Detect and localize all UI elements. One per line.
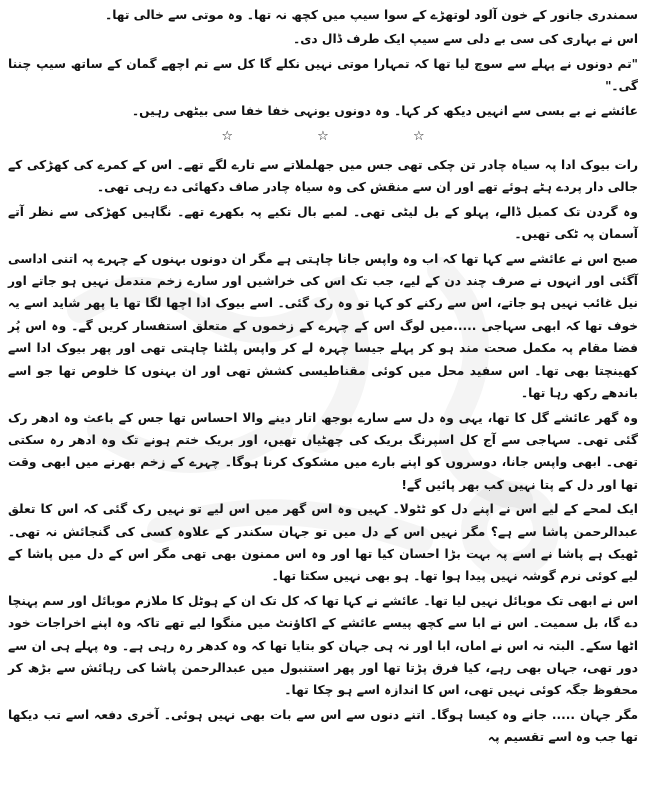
paragraph: رات بیوک ادا پہ سیاہ چادر تن چکی تھی جس میں جھلملاتے سے تارے لگے تھے۔ اس کے کمرے کی کھڑکی کے جالی دار پردے ہٹے ہوئے تھے اور ان سے منقش کی وہ سیاہ چادر صاف دکھائی دے رہی تھی۔ xyxy=(8,158,638,195)
paragraph: "تم دونوں نے پہلے سے سوچ لیا تھا کہ تمہارا موتی نہیں نکلے گا کل سے تم اچھے گمان کے ساتھ سیپ چننا گی۔" xyxy=(8,56,638,94)
paragraph: وہ گھر عائشے گل کا تھا، یہی وہ دل سے سارے بوجھ اتار دینے والا احساس تھا جس کے باعث وہ ادھر رک گئی تھی۔ سہاجی سے آج کل اسپرنگ بریک کی چھٹیاں تھیں، اور بریک ختم ہونے تک وہ ادھر رہ سکتی تھی۔ ابھی واپس جانا، دوسروں کو اپنے بارے میں مشکوک کرنا ہوگا۔ چہرے کے زخم بھرنے میں ابھی وقت تھا اور دل کے پتا نہیں کب بھر پائیں گے! xyxy=(8,410,638,492)
paragraph: اس نے بہاری کی سی بے دلی سے سیپ ایک طرف ڈال دی۔ xyxy=(293,32,638,47)
paragraph: صبح اس نے عائشے سے کہا تھا کہ اب وہ واپس جانا چاہتی ہے مگر ان دونوں بہنوں کے چہرے پہ اتنی اداسی آگئی اور انہوں نے صرف چند دن کے لیے، جب تک اس کی خراشیں اور سارے زخم مندمل نہیں ہو جاتے اور نیل غائب نہیں ہو جاتے، اس سے رکنے کو کہا تو وہ رک گئی۔ اسے بیوک ادا اچھا لگا تھا یا پھر شاید اسے یہ خوف تھا کہ ابھی سہاجی .....میں لوگ اس کے چہرے کے زخموں کے متعلق استفسار کریں گے۔ وہ اس پُر فضا مقام پہ مکمل صحت مند ہو کر پہلے جیسا چہرہ لے کر واپس پلٹنا چاہتی تھی اور پھر بیوک ادا اسے کھینچتا بھی تھا۔ اس سفید محل میں کوئی مقناطیسی کشش تھی اور ان بہنوں کا خلوص تھا جو اسے باندھے رکھ رہا تھا۔ xyxy=(8,251,638,401)
paragraph: عائشے نے بے بسی سے انہیں دیکھ کر کہا۔ وہ دونوں یونہی خفا خفا سی بیٹھی رہیں۔ xyxy=(131,103,638,118)
paragraph: وہ گردن تک کمبل ڈالے، پہلو کے بل لیٹی تھی۔ لمبے بال تکیے پہ بکھرے تھے۔ نگاہیں کھڑکی سے نظر آتے آسمان پہ ٹکی تھیں۔ xyxy=(8,204,638,242)
paragraph: سمندری جانور کے خون آلود لوتھڑے کے سوا سیپ میں کچھ نہ تھا۔ وہ موتی سے خالی تھا۔ xyxy=(105,8,638,22)
section-separator: ☆ ☆ ☆ xyxy=(221,129,465,145)
paragraph: ایک لمحے کے لیے اس نے اپنے دل کو ٹٹولا۔ کہیں وہ اس گھر میں اس لیے تو نہیں رک گئی کہ اس کا تعلق عبدالرحمن پاشا سے ہے؟ مگر نہیں اس کے دل میں تو جہان سکندر کے علاوہ کسی کی گنجائش نہ تھی۔ ٹھیک ہے پاشا نے اسے پہ بہت بڑا احسان کیا تھا اور وہ اس ممنون بھی تھی مگر اس کے دل میں پاشا کے لیے کوئی نرم گوشہ نہیں پیدا ہوا تھا۔ ہو بھی نہیں سکتا تھا۔ xyxy=(8,502,638,584)
paragraph: اس نے ابھی تک موبائل نہیں لیا تھا۔ عائشے نے کہا تھا کہ کل تک ان کے ہوٹل کا ملازم موبائل اور سم پہنچا دے گا، بل سمیت۔ اس نے ابا سے کچھ پیسے عائشے کے اکاؤنٹ میں منگوا لیے تھے تاکہ وہ اپنے اخراجات خود اٹھا سکے۔ البتہ نہ اس نے اماں، ابا اور نہ ہی جہان کو بتایا تھا کہ وہ کدھر رہ رہی ہے۔ وہ پہلے ہی ان سے دور تھی، جہاں بھی رہے، کیا فرق پڑتا تھا اور پھر استنبول میں عبدالرحمن پاشا کی رہائش سے بڑھ کر محفوظ جگہ کوئی نہیں تھی، اس کا اندازہ اسے ہو چکا تھا۔ xyxy=(7,593,638,698)
paragraph: مگر جہان ..... جانے وہ کیسا ہوگا۔ اتنے دنوں سے اس سے بات بھی نہیں ہوئی۔ آخری دفعہ اسے تب دیکھا تھا جب وہ اسے تقسیم پہ xyxy=(8,707,638,745)
